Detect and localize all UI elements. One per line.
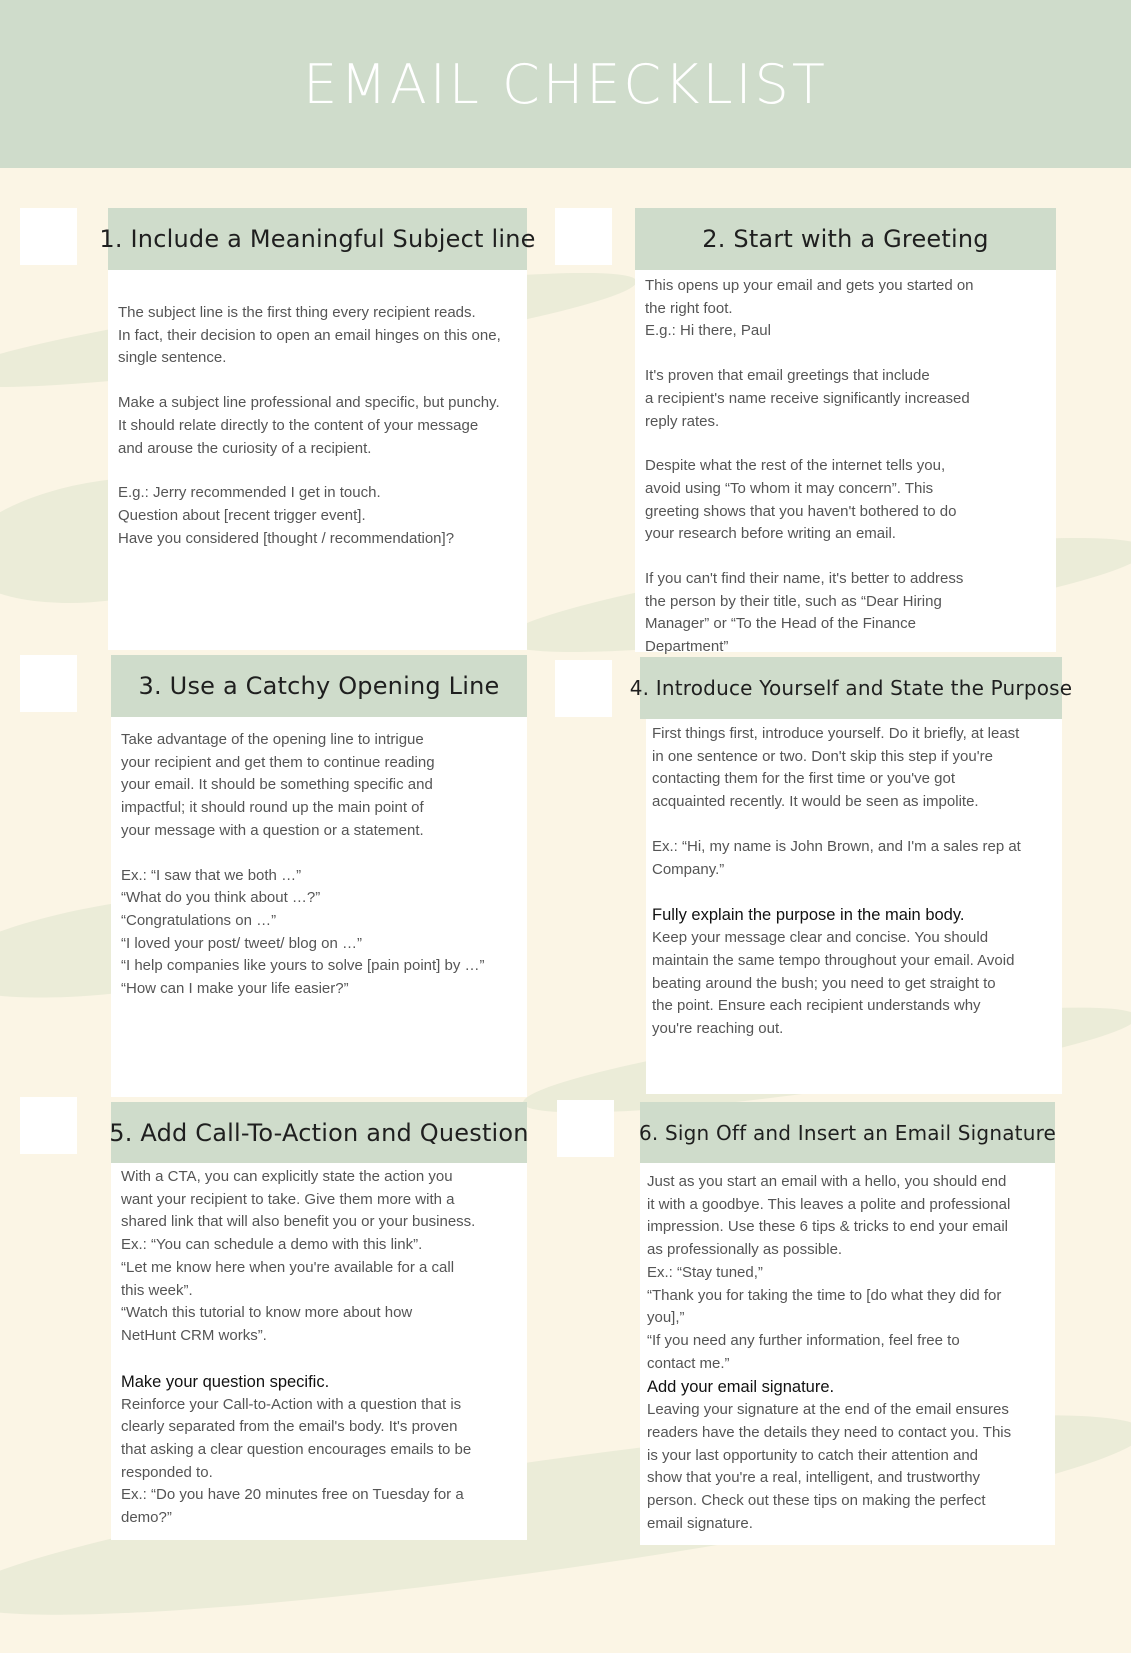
subheading: Add your email signature. [647, 1378, 835, 1397]
subheading: Make your question specific. [121, 1372, 330, 1391]
paragraph: Make a subject line professional and specific, but punchy. It should relate directly to the content of your message and arouse the curiosity of a recipient. [118, 394, 500, 457]
paragraph: First things first, introduce yourself. Do it briefly, at least in one sentence or two. Don't skip this step if you're contacting them for the first time or you've got acquainted recently. It would be seen as impolite. [652, 725, 1020, 811]
card-body-2 [635, 270, 1056, 656]
card-heading-2 [635, 208, 1056, 270]
card-body-1 [108, 270, 527, 650]
card-heading-6 [640, 1102, 1055, 1164]
card-heading-text: 4. Introduce Yourself and State the Purpose [629, 676, 1073, 700]
paragraph: Ex.: “Hi, my name is John Brown, and I'm a sales rep at Company.” [652, 837, 1021, 878]
card-heading-3 [111, 655, 527, 717]
paragraph: The subject line is the first thing every recipient reads. In fact, their decision to open an email hinges on this one, single sentence. [118, 304, 501, 367]
checkbox-4[interactable] [555, 660, 612, 717]
checkbox-5[interactable] [20, 1097, 77, 1154]
checkbox-1[interactable] [20, 208, 77, 265]
card-heading-5 [111, 1102, 527, 1164]
card-body-3 [111, 717, 527, 1097]
paragraph: Take advantage of the opening line to intrigue your recipient and get them to continue reading your email. It should be something specific and impactful; it should round up the main point of your message with a question or a statement. [121, 731, 435, 839]
paragraph: Ex.: “I saw that we both …” “What do you think about …?” “Congratulations on …” “I loved your post/ tweet/ blog on …” “I help companies like yours to solve [pain point] by …” “How can I make your life easier?” [121, 866, 485, 998]
checkbox-3[interactable] [20, 655, 77, 712]
paragraph: It's proven that email greetings that include a recipient's name receive significantly increased reply rates. [645, 367, 970, 430]
card-heading-4 [629, 657, 1073, 719]
subheading: Fully explain the purpose in the main body. [652, 906, 965, 925]
page-title: EMAIL CHECKLIST [303, 52, 828, 116]
paragraph: Just as you start an email with a hello, you should end it with a goodbye. This leaves a polite and professional impression. Use these 6 tips & tricks to end your email as professionally as possible. Ex.: “Stay tuned,” “Thank you for taking the time to [do what they did for you],” “If you need any further information, feel free to contact me.” [647, 1173, 1011, 1372]
paragraph: Despite what the rest of the internet tells you, avoid using “To whom it may concern”. This greeting shows that you haven't bothered to do your research before writing an email. [645, 457, 957, 543]
card-heading-1 [99, 208, 536, 270]
card-heading-text: 6. Sign Off and Insert an Email Signature [638, 1121, 1057, 1145]
card-body-4 [646, 719, 1062, 1094]
card-heading-text: 1. Include a Meaningful Subject line [99, 225, 536, 253]
card-heading-text: 2. Start with a Greeting [702, 225, 989, 253]
card-heading-text: 3. Use a Catchy Opening Line [138, 672, 500, 700]
paragraph: Keep your message clear and concise. You should maintain the same tempo throughout your email. Avoid beating around the bush; you need to get straight to the point. Ensure each recipient understands why you're reaching out. [652, 929, 1015, 1038]
checkbox-6[interactable] [557, 1100, 614, 1157]
paragraph: Reinforce your Call-to-Action with a question that is clearly separated from the email's body. It's proven that asking a clear question encourages emails to be responded to. Ex.: “Do you have 20 minutes free on Tuesday for a demo?” [121, 1395, 472, 1527]
card-body-6 [640, 1163, 1055, 1545]
paragraph: This opens up your email and gets you started on the right foot. E.g.: Hi there, Paul [645, 277, 974, 340]
paragraph: If you can't find their name, it's better to address the person by their title, such as “Dear Hiring Manager” or “To the Head of the Finance Department” [645, 570, 964, 656]
card-heading-text: 5. Add Call-To-Action and Question [109, 1119, 529, 1147]
paragraph: With a CTA, you can explicitly state the action you want your recipient to take. Give them more with a shared link that will also benefit you or your business. Ex.: “You can schedule a demo with this link”. “Let me know here when you're available for a call this week”. “Watch this tutorial to know more about how NetHunt CRM works”. [121, 1168, 476, 1344]
paragraph: E.g.: Jerry recommended I get in touch. Question about [recent trigger event]. Have you considered [thought / recommendation]? [118, 484, 455, 547]
checkbox-2[interactable] [555, 208, 612, 265]
card-body-5 [111, 1163, 527, 1540]
page-header [0, 0, 1131, 168]
paragraph: Leaving your signature at the end of the email ensures readers have the details they need to contact you. This is your last opportunity to catch their attention and show that you're a real, intelligent, and trustworthy person. Check out these tips on making the perfect email signature. [647, 1401, 1012, 1532]
